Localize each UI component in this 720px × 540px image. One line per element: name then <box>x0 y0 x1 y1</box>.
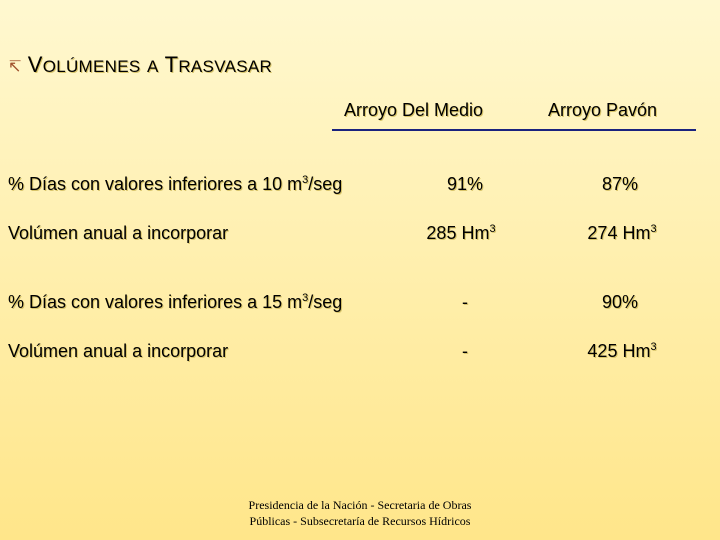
cell-dias-10-del-medio: 91% <box>446 174 484 194</box>
title-word: OLÚMENES <box>42 57 141 76</box>
arrow-icon: ↸ <box>8 59 22 76</box>
row-label-dias-15: % Días con valores inferiores a 15 $m^3$/seg <box>8 292 343 312</box>
cell-volumen-1-pavon: 274 Hm$^3$ <box>587 223 657 243</box>
cell-dias-15-pavon: 90% <box>601 292 639 312</box>
cell-volumen-1-del-medio: 285 Hm$^3$ <box>426 223 496 243</box>
title-word: RASVASAR <box>178 57 273 76</box>
title-word: A <box>146 57 159 76</box>
footer-text: Presidencia de la Nación - Secretaria de Obras Públicas - Subsecretaría de Recursos Hídricos <box>248 498 472 528</box>
cell-dias-10-pavon: 87% <box>601 174 639 194</box>
cell-volumen-2-del-medio: - <box>462 341 468 361</box>
row-label-volumen-2: Volúmen anual a incorporar <box>8 341 229 361</box>
cell-dias-15-del-medio: - <box>462 292 468 312</box>
header-rule <box>332 129 696 131</box>
row-label-dias-10: % Días con valores inferiores a 10 $m^3$/seg <box>8 174 343 194</box>
title-letter: V <box>27 52 43 77</box>
row-label-volumen-1: Volúmen anual a incorporar <box>8 223 229 243</box>
page-title <box>8 52 272 78</box>
column-header-arroyo-del-medio: Arroyo Del Medio <box>344 100 484 120</box>
cell-volumen-2-pavon: 425 Hm$^3$ <box>587 341 657 361</box>
column-header-arroyo-pavon: Arroyo Pavón <box>548 100 658 120</box>
title-letter: T <box>164 52 179 77</box>
